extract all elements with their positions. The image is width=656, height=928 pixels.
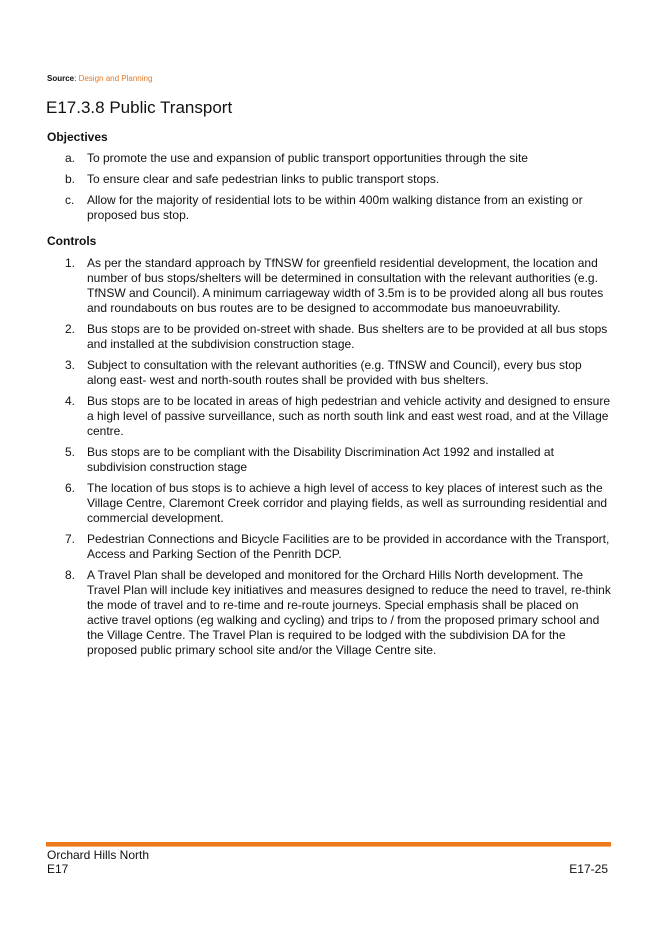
list-item: [47, 358, 612, 388]
list-item: [47, 256, 612, 316]
list-marker: 3.: [65, 358, 76, 372]
source-value: Design and Planning: [76, 74, 153, 83]
list-item-text: Bus stops are to be compliant with the Disability Discrimination Act 1992 and installed at subdivision construction stage: [87, 445, 554, 474]
list-item-text: As per the standard approach by TfNSW for greenfield residential development, the location and number of bus stops/shelters will be determined in consultation with the relevant authorities (e.g. TfNSW and Council). A minimum carriageway width of 3.5m is to be provided along all bus routes and roundabouts on bus routes are to be designed to accommodate bus manoeuvrability.: [87, 256, 604, 315]
list-item-text: Subject to consultation with the relevant authorities (e.g. TfNSW and Council), every bus stop along east- west and north-south routes shall be provided with bus shelters.: [87, 358, 582, 387]
list-item-text: The location of bus stops is to achieve a high level of access to key places of interest such as the Village Centre, Claremont Creek corridor and playing fields, as well as surrounding residential and commercial development.: [87, 481, 608, 525]
list-marker: 1.: [65, 256, 76, 270]
list-item-text: A Travel Plan shall be developed and monitored for the Orchard Hills North development. The Travel Plan will include key initiatives and measures designed to reduce the need to travel, re-think the mode of travel and to re-time and re-route journeys. Special emphasis shall be placed on active travel options (eg walking and cycling) and trips to / from the proposed primary school and the Village Centre. The Travel Plan is required to be lodged with the subdivision DA for the proposed public primary school site and/or the Village Centre site.: [87, 568, 611, 657]
objectives-list: [47, 151, 612, 229]
list-item-text: Bus stops are to be provided on-street with shade. Bus shelters are to be provided at all bus stops and installed at the subdivision construction stage.: [87, 322, 608, 351]
controls-title: Controls: [47, 234, 97, 248]
objectives-title: Objectives: [47, 130, 108, 144]
footer-divider-shadow: [46, 846, 611, 847]
source-label: Source: [47, 74, 75, 83]
footer-page-number: E17-25: [569, 862, 608, 876]
list-item-text: Allow for the majority of residential lots to be within 400m walking distance from an existing or proposed bus stop.: [87, 193, 583, 222]
footer-section: E17: [47, 862, 69, 876]
list-marker: 2.: [65, 322, 76, 336]
list-marker: b.: [65, 172, 76, 186]
list-marker: 7.: [65, 532, 76, 546]
list-item: [47, 445, 612, 475]
list-marker: c.: [65, 193, 75, 207]
list-item: [47, 481, 612, 526]
list-item: [47, 172, 612, 187]
list-item: [47, 568, 612, 658]
list-item-text: To ensure clear and safe pedestrian links to public transport stops.: [87, 172, 440, 186]
controls-list: [47, 256, 612, 664]
source-line: [47, 74, 152, 83]
list-item-text: Pedestrian Connections and Bicycle Facilities are to be provided in accordance with the Transport, Access and Parking Section of the Penrith DCP.: [87, 532, 610, 561]
list-marker: 6.: [65, 481, 76, 495]
footer-document-title: Orchard Hills North: [47, 848, 150, 862]
list-item: [47, 532, 612, 562]
list-item: [47, 151, 612, 166]
list-marker: 8.: [65, 568, 76, 582]
list-item: [47, 394, 612, 439]
list-item-text: Bus stops are to be located in areas of high pedestrian and vehicle activity and designed to ensure a high level of passive surveillance, such as north south link and east west road, and at the Village centre.: [87, 394, 611, 438]
list-marker: 5.: [65, 445, 76, 459]
list-item: [47, 193, 612, 223]
list-item-text: To promote the use and expansion of public transport opportunities through the site: [87, 151, 528, 165]
list-marker: a.: [65, 151, 76, 165]
source-separator: :: [74, 74, 77, 83]
list-item: [47, 322, 612, 352]
list-marker: 4.: [65, 394, 76, 408]
section-heading: E17.3.8 Public Transport: [46, 98, 233, 117]
